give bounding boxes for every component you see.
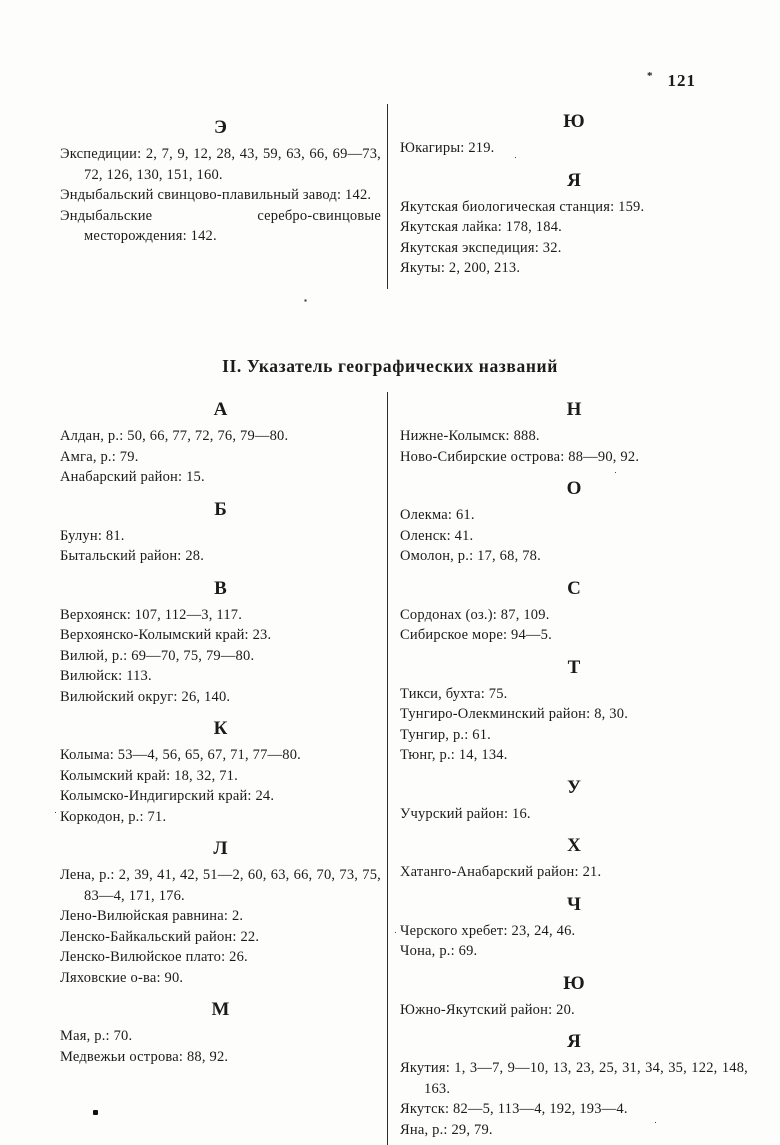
- top-index-left-column: [60, 104, 387, 289]
- letter-heading: В: [214, 577, 227, 599]
- letter-section: [400, 834, 748, 883]
- index-entry: Лена, р.: 2, 39, 41, 42, 51—2, 60, 63, 66, 70, 73, 75, 83—4, 171, 176.: [60, 867, 381, 904]
- index-entry: Сордонах (оз.): 87, 109.: [400, 606, 550, 623]
- geo-index-block: [60, 392, 748, 1145]
- entry-list: [400, 804, 748, 825]
- letter-section: [60, 837, 381, 988]
- index-entry: Тикси, бухта: 75.: [400, 685, 508, 702]
- entry-list: [400, 138, 748, 159]
- index-entry: Ляховские о-ва: 90.: [60, 969, 184, 986]
- letter-section: [400, 577, 748, 646]
- letter-section: [60, 998, 381, 1067]
- entry-list: [400, 921, 748, 962]
- index-entry: Тунгир, р.: 61.: [400, 726, 492, 743]
- letter-section: [400, 656, 748, 766]
- letter-heading: Я: [567, 169, 581, 191]
- index-entry: Колыма: 53—4, 56, 65, 67, 71, 77—80.: [60, 747, 301, 763]
- letter-heading: О: [566, 478, 582, 499]
- index-entry: Эндыбальские серебро-свинцовые месторождения: 142.: [60, 207, 381, 244]
- letter-heading: У: [567, 776, 581, 798]
- letter-heading: Ч: [567, 893, 581, 915]
- letter-section: [60, 577, 381, 708]
- index-entry: Мая, р.: 70.: [60, 1028, 133, 1044]
- page-number-value: 121: [667, 71, 696, 90]
- entry-list: [60, 865, 381, 988]
- letter-heading: Б: [214, 498, 227, 520]
- letter-heading: Я: [567, 1031, 581, 1052]
- scan-noise-speck: [93, 1110, 98, 1115]
- index-entry: Хатанго-Анабарский район: 21.: [400, 864, 602, 880]
- index-entry: Омолон, р.: 17, 68, 78.: [400, 548, 541, 564]
- index-entry: Лено-Вилюйская равнина: 2.: [60, 908, 244, 924]
- index-entry: Колымский край: 18, 32, 71.: [60, 767, 238, 784]
- index-entry: Якутская биологическая станция: 159.: [400, 198, 645, 215]
- index-entry: Оленск: 41.: [400, 527, 474, 544]
- index-entry: Ленско-Байкальский район: 22.: [60, 928, 260, 945]
- letter-section: [400, 398, 748, 467]
- entry-list: [60, 526, 381, 567]
- index-entry: Якуты: 2, 200, 213.: [400, 260, 521, 276]
- entry-list: [400, 1000, 748, 1021]
- index-entry: Тюнг, р.: 14, 134.: [400, 747, 508, 763]
- index-entry: Учурский район: 16.: [400, 805, 531, 822]
- index-entry: Экспедиции: 2, 7, 9, 12, 28, 43, 59, 63, 66, 69—73, 72, 126, 130, 151, 160.: [60, 146, 381, 183]
- letter-heading: Л: [213, 838, 228, 859]
- entry-list: [60, 745, 381, 827]
- letter-section: [400, 972, 748, 1021]
- index-entry: Якутия: 1, 3—7, 9—10, 13, 23, 25, 31, 34, 35, 122, 148, 163.: [400, 1060, 748, 1097]
- index-entry: Вилюйск: 113.: [60, 668, 152, 684]
- index-entry: Медвежьи острова: 88, 92.: [60, 1048, 229, 1065]
- index-entry: Чона, р.: 69.: [400, 943, 478, 959]
- letter-heading: Э: [214, 117, 227, 138]
- index-entry: Эндыбальский свинцово-плавильный завод: 142.: [60, 187, 372, 203]
- entry-list: [60, 144, 381, 247]
- entry-list: [400, 505, 748, 567]
- entry-list: [400, 684, 748, 766]
- letter-heading: Ю: [563, 111, 585, 132]
- entry-list: [60, 605, 381, 708]
- index-entry: Амга, р.: 79.: [60, 448, 139, 465]
- letter-section: [60, 116, 381, 247]
- index-entry: Алдан, р.: 50, 66, 77, 72, 76, 79—80.: [60, 428, 289, 444]
- index-entry: Олекма: 61.: [400, 507, 475, 523]
- letter-heading: К: [213, 718, 228, 739]
- letter-heading: Ю: [563, 972, 585, 994]
- letter-section: [60, 398, 381, 488]
- letter-section: [60, 498, 381, 567]
- index-entry: Тунгиро-Олекминский район: 8, 30.: [400, 706, 629, 722]
- letter-section: [400, 1030, 748, 1140]
- index-entry: Юкагиры: 219.: [400, 140, 495, 156]
- index-entry: Якутская экспедиция: 32.: [400, 239, 562, 256]
- letter-heading: Н: [566, 399, 582, 420]
- entry-list: [60, 1026, 381, 1067]
- index-entry: Вилюйский округ: 26, 140.: [60, 688, 231, 705]
- index-entry: Коркодон, р.: 71.: [60, 808, 167, 825]
- letter-section: [400, 893, 748, 962]
- letter-section: [400, 477, 748, 567]
- index-entry: Бытальский район: 28.: [60, 548, 205, 564]
- index-entry: Колымско-Индигирский край: 24.: [60, 788, 275, 804]
- index-entry: Сибирское море: 94—5.: [400, 627, 552, 643]
- letter-section: [400, 169, 748, 279]
- index-entry: Анабарский район: 15.: [60, 469, 205, 485]
- top-index-right-column: [387, 104, 748, 289]
- top-index-block: [60, 104, 748, 289]
- index-entry: Якутск: 82—5, 113—4, 192, 193—4.: [400, 1101, 628, 1117]
- entry-list: [60, 426, 381, 488]
- entry-list: [400, 605, 748, 646]
- geo-index-right-column: [387, 392, 748, 1145]
- index-entry: Якутская лайка: 178, 184.: [400, 219, 562, 235]
- letter-heading: Х: [567, 835, 581, 856]
- letter-section: [400, 110, 748, 159]
- index-entry: Булун: 81.: [60, 527, 125, 544]
- entry-list: [400, 1058, 748, 1140]
- index-entry: Ленско-Вилюйское плато: 26.: [60, 949, 248, 965]
- index-entry: Южно-Якутский район: 20.: [400, 1001, 575, 1018]
- letter-heading: М: [211, 999, 230, 1020]
- page-number: [647, 70, 696, 91]
- index-entry: Яна, р.: 29, 79.: [400, 1121, 493, 1138]
- index-entry: Нижне-Колымск: 888.: [400, 428, 540, 444]
- letter-heading: А: [213, 399, 228, 420]
- index-entry: Ново-Сибирские острова: 88—90, 92.: [400, 448, 640, 465]
- letter-heading: С: [567, 577, 581, 599]
- index-entry: Верхоянско-Колымский край: 23.: [60, 627, 272, 643]
- entry-list: [400, 426, 748, 467]
- entry-list: [400, 197, 748, 279]
- entry-list: [400, 862, 748, 883]
- geo-index-left-column: [60, 392, 387, 1145]
- letter-heading: Т: [567, 656, 581, 678]
- letter-section: [60, 717, 381, 827]
- index-entry: Черского хребет: 23, 24, 46.: [400, 922, 576, 939]
- letter-section: [400, 776, 748, 825]
- section-heading: II. Указатель географических названий: [222, 356, 558, 376]
- asterisk-mark: *: [647, 70, 654, 82]
- index-entry: Верхоянск: 107, 112—3, 117.: [60, 606, 243, 623]
- index-entry: Вилюй, р.: 69—70, 75, 79—80.: [60, 647, 255, 664]
